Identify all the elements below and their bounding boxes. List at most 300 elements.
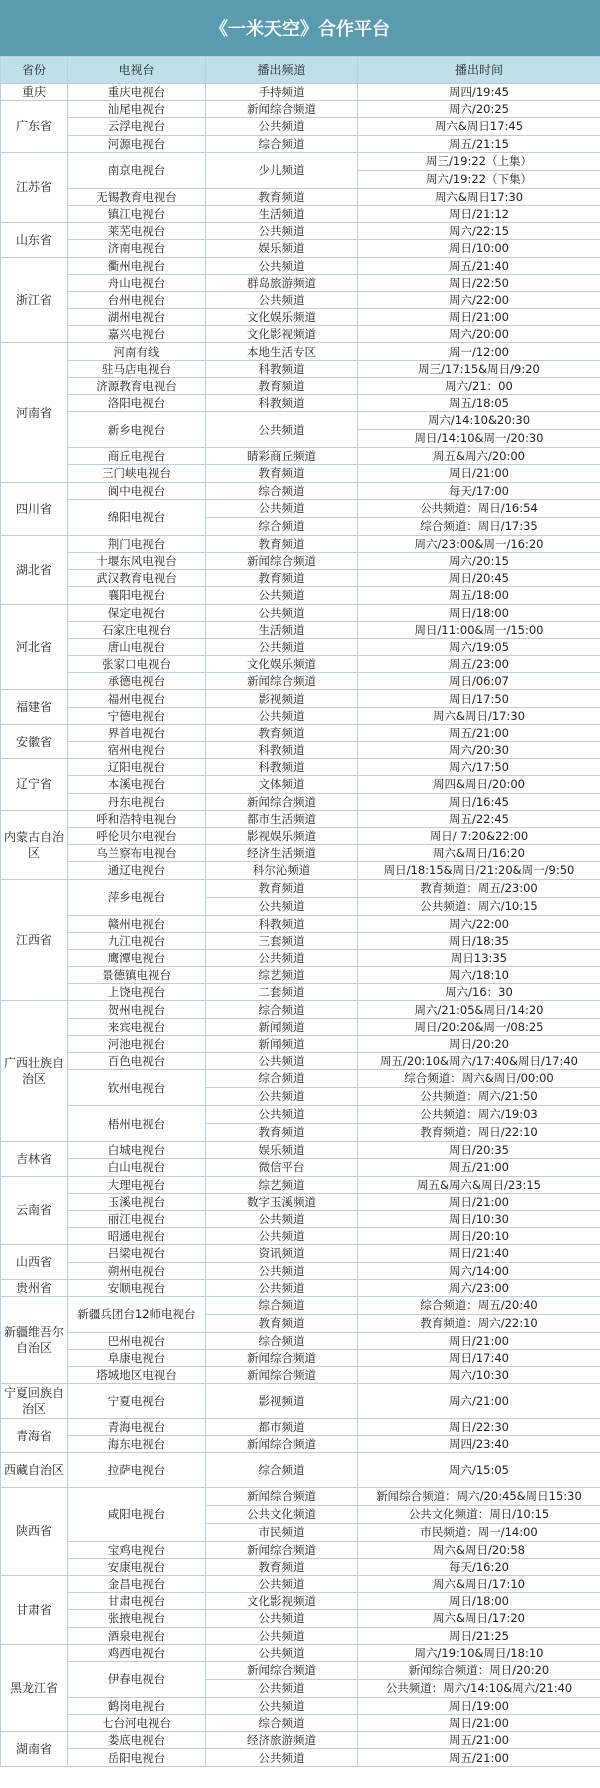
station-cell: 巴州电视台 (68, 1332, 206, 1349)
channel-cell-line: 市民频道 (206, 1523, 357, 1541)
time-cell: 周五/20:10&周六/17:40&周日/17:40 (358, 1053, 600, 1070)
table-row (1, 205, 600, 222)
province-cell: 河南省 (1, 343, 68, 482)
channel-cell: 综合频道 (206, 482, 358, 499)
time-cell: 周日13:35 (358, 949, 600, 966)
channel-cell-line: 综合频道 (206, 517, 357, 535)
table-row (1, 1715, 600, 1732)
time-cell: 周四/19:45 (358, 84, 600, 101)
table-row (1, 1453, 600, 1487)
station-cell: 河源电视台 (68, 135, 206, 152)
time-cell: 周日/20:20 (358, 1035, 600, 1052)
province-cell: 贵州省 (1, 1279, 68, 1296)
channel-cell-line: 公共频道 (258, 1107, 305, 1122)
province-cell: 山东省 (1, 223, 68, 257)
channel-cell: 影视频道 (206, 1384, 358, 1418)
time-cell: 周五/21:00 (358, 1749, 600, 1766)
table-row (1, 915, 600, 932)
channel-cell: 新闻综合频道 (206, 1436, 358, 1453)
station-cell: 宝鸡电视台 (68, 1541, 206, 1558)
time-cell: 周六/21：00 (358, 377, 600, 394)
time-cell (358, 879, 600, 915)
table-row (1, 1418, 600, 1435)
channel-cell-line: 新闻综合频道 (247, 1488, 316, 1503)
station-cell: 十堰东风电视台 (68, 552, 206, 569)
channel-cell: 公共频道 (206, 1228, 358, 1245)
table-row (1, 152, 600, 188)
province-cell: 福建省 (1, 690, 68, 724)
channel-cell: 睛彩商丘频道 (206, 448, 358, 465)
station-cell: 张家口电视台 (68, 656, 206, 673)
table-row (1, 1541, 600, 1558)
channel-cell: 微信平台 (206, 1159, 358, 1176)
station-cell: 丽江电视台 (68, 1210, 206, 1227)
time-cell: 周日/18:35 (358, 932, 600, 949)
table-row (1, 1575, 600, 1592)
station-cell: 金昌电视台 (68, 1575, 206, 1592)
time-cell: 周日/18:15&周日/21:20&周一/9:50 (358, 862, 600, 879)
time-cell-line: 公共文化频道：周日/10:15 (358, 1505, 600, 1523)
time-cell: 周六/21:00 (358, 1384, 600, 1418)
time-cell: 周六/22:15 (358, 223, 600, 240)
time-cell: 周日/20:35 (358, 1142, 600, 1159)
time-cell: 周五/21:00 (358, 1732, 600, 1749)
column-header: 播出时间 (358, 57, 600, 84)
column-header: 播出频道 (206, 57, 358, 84)
time-cell-line: 教育频道：周六/22:10 (358, 1314, 600, 1332)
province-cell: 湖南省 (1, 1732, 68, 1766)
channel-cell-line: 综合频道 (258, 1071, 305, 1086)
channel-cell (206, 1296, 358, 1332)
channel-cell-line: 公共频道 (206, 897, 357, 915)
station-cell: 上饶电视台 (68, 984, 206, 1001)
province-cell: 辽宁省 (1, 759, 68, 811)
station-cell: 塔城地区电视台 (68, 1367, 206, 1384)
time-cell: 周日/10:00 (358, 240, 600, 257)
station-cell: 呼和浩特电视台 (68, 810, 206, 827)
station-cell: 岳阳电视台 (68, 1749, 206, 1766)
time-cell: 周六/21:05&周日/14:20 (358, 1001, 600, 1018)
time-cell: 周六&周日/17:20 (358, 1610, 600, 1627)
station-cell: 乌兰察布电视台 (68, 845, 206, 862)
channel-cell: 公共频道 (206, 1053, 358, 1070)
time-cell: 周四/23:40 (358, 1436, 600, 1453)
time-cell-line: 教育频道：周日/22:10 (358, 1123, 600, 1141)
station-cell: 驻马店电视台 (68, 360, 206, 377)
channel-cell-line: 公共文化频道 (206, 1505, 357, 1523)
time-cell: 周日/22:30 (358, 1418, 600, 1435)
table-row (1, 1732, 600, 1749)
channel-cell: 综合频道 (206, 1001, 358, 1018)
channel-cell: 公共频道 (206, 949, 358, 966)
table-row (1, 1193, 600, 1210)
province-cell: 江苏省 (1, 152, 68, 222)
station-cell: 济南电视台 (68, 240, 206, 257)
station-cell: 昭通电视台 (68, 1228, 206, 1245)
time-cell: 周日/21:40 (358, 1245, 600, 1262)
province-cell: 四川省 (1, 482, 68, 535)
table-row (1, 118, 600, 135)
table-row (1, 1159, 600, 1176)
station-cell: 湖州电视台 (68, 309, 206, 326)
station-cell: 甘肃电视台 (68, 1593, 206, 1610)
table-row (1, 274, 600, 291)
table-row (1, 412, 600, 448)
channel-cell-line: 教育频道 (258, 880, 305, 895)
station-cell: 嘉兴电视台 (68, 326, 206, 343)
channel-cell: 科教频道 (206, 915, 358, 932)
time-cell: 周日/21:00 (358, 1332, 600, 1349)
station-cell: 舟山电视台 (68, 274, 206, 291)
channel-cell: 公共频道 (206, 1697, 358, 1714)
station-cell: 鹤岗电视台 (68, 1697, 206, 1714)
channel-cell: 新闻综合频道 (206, 101, 358, 118)
channel-cell-line: 教育频道 (206, 1123, 357, 1141)
time-cell-line: 周三/19:22（上集） (425, 153, 532, 168)
channel-cell: 教育频道 (206, 1558, 358, 1575)
time-cell: 周五&周六/20:00 (358, 448, 600, 465)
time-cell: 周日/17:50 (358, 690, 600, 707)
station-cell: 衢州电视台 (68, 257, 206, 274)
station-cell: 商丘电视台 (68, 448, 206, 465)
table-row (1, 188, 600, 205)
table-row (1, 707, 600, 724)
channel-cell-line: 公共频道 (206, 1679, 357, 1697)
channel-cell-line: 综合频道 (258, 1297, 305, 1312)
station-cell: 三门峡电视台 (68, 465, 206, 482)
channel-cell: 都市频道 (206, 1418, 358, 1435)
time-cell: 周六/19:05 (358, 638, 600, 655)
time-cell: 每天/17:00 (358, 482, 600, 499)
time-cell: 周日/21:00 (358, 465, 600, 482)
table-row (1, 967, 600, 984)
table-row (1, 587, 600, 604)
table-row (1, 309, 600, 326)
station-cell: 鹰潭电视台 (68, 949, 206, 966)
time-cell: 周五/18:00 (358, 587, 600, 604)
station-cell: 拉萨电视台 (68, 1453, 206, 1487)
time-cell: 周五/18:05 (358, 395, 600, 412)
table-row (1, 742, 600, 759)
channel-cell (206, 1661, 358, 1697)
time-cell: 周六/20:30 (358, 742, 600, 759)
channel-cell: 经济生活频道 (206, 845, 358, 862)
table-row (1, 793, 600, 810)
channel-cell: 新闻频道 (206, 1018, 358, 1035)
time-cell-line: 新闻综合频道：周日/20:20 (408, 1662, 550, 1677)
station-cell: 镇江电视台 (68, 205, 206, 222)
channel-cell: 数字玉溪频道 (206, 1193, 358, 1210)
station-cell: 荆门电视台 (68, 535, 206, 552)
time-cell: 周日/21:00 (358, 309, 600, 326)
table-row (1, 1018, 600, 1035)
table-row (1, 879, 600, 915)
channel-cell: 公共频道 (206, 1644, 358, 1661)
time-cell: 周一/12:00 (358, 343, 600, 360)
station-cell: 贺州电视台 (68, 1001, 206, 1018)
table-row (1, 638, 600, 655)
table-row (1, 360, 600, 377)
station-cell: 娄底电视台 (68, 1732, 206, 1749)
channel-cell: 新闻综合频道 (206, 1350, 358, 1367)
station-cell: 青海电视台 (68, 1418, 206, 1435)
station-cell: 玉溪电视台 (68, 1193, 206, 1210)
station-cell: 保定电视台 (68, 604, 206, 621)
station-cell: 河池电视台 (68, 1035, 206, 1052)
time-cell: 周六/20:15 (358, 552, 600, 569)
table-row (1, 84, 600, 101)
time-cell: 周日/21:00 (358, 1193, 600, 1210)
time-cell: 周四&周日/20:00 (358, 776, 600, 793)
table-row (1, 1053, 600, 1070)
channel-cell: 公共频道 (206, 1749, 358, 1766)
channel-cell: 公共频道 (206, 638, 358, 655)
channel-cell (206, 1106, 358, 1142)
province-cell: 江西省 (1, 879, 68, 1001)
channel-cell: 公共频道 (206, 1210, 358, 1227)
page-title: 《一米天空》合作平台 (0, 0, 600, 56)
time-cell-line: 周六/19:22（下集） (358, 170, 600, 188)
station-cell: 通辽电视台 (68, 862, 206, 879)
table-row (1, 724, 600, 741)
station-cell: 梧州电视台 (68, 1106, 206, 1142)
time-cell: 周六&周日17:30 (358, 188, 600, 205)
channel-cell: 公共频道 (206, 291, 358, 308)
time-cell: 周六/23:00 (358, 1279, 600, 1296)
time-cell: 每天/16:20 (358, 1558, 600, 1575)
time-cell-line: 教育频道：周五/23:00 (420, 880, 538, 895)
table-row (1, 1350, 600, 1367)
channel-cell (206, 879, 358, 915)
column-header: 省份 (1, 57, 68, 84)
table-row (1, 240, 600, 257)
channel-cell: 综合频道 (206, 1715, 358, 1732)
station-cell: 萍乡电视台 (68, 879, 206, 915)
channel-cell: 新闻频道 (206, 1035, 358, 1052)
channel-cell: 综合频道 (206, 1453, 358, 1487)
table-row (1, 1176, 600, 1193)
channel-cell: 教育频道 (206, 465, 358, 482)
station-cell: 无锡教育电视台 (68, 188, 206, 205)
table-row (1, 932, 600, 949)
table-row (1, 499, 600, 535)
time-cell: 周五/21:40 (358, 257, 600, 274)
channel-cell: 本地生活专区 (206, 343, 358, 360)
table-row (1, 1644, 600, 1661)
table-row (1, 482, 600, 499)
channel-cell (206, 1070, 358, 1106)
channel-cell: 影视频道 (206, 690, 358, 707)
station-cell: 云浮电视台 (68, 118, 206, 135)
time-cell: 周六&周日/17:30 (358, 707, 600, 724)
table-row (1, 377, 600, 394)
channel-cell: 教育频道 (206, 188, 358, 205)
station-cell: 白山电视台 (68, 1159, 206, 1176)
province-cell: 重庆 (1, 84, 68, 101)
table-row (1, 1593, 600, 1610)
time-cell-line: 综合频道：周六&周日/00:00 (404, 1071, 554, 1086)
table-row (1, 949, 600, 966)
time-cell: 周六/16：30 (358, 984, 600, 1001)
table-row (1, 448, 600, 465)
table-row (1, 845, 600, 862)
province-cell: 广西壮族自治区 (1, 1001, 68, 1142)
station-cell: 莱芜电视台 (68, 223, 206, 240)
channel-cell: 文体频道 (206, 776, 358, 793)
station-cell: 洛阳电视台 (68, 395, 206, 412)
channel-cell-line: 新闻综合频道 (247, 1662, 316, 1677)
channel-cell: 教育频道 (206, 535, 358, 552)
time-cell: 周日/21:00 (358, 1715, 600, 1732)
station-cell: 新乡电视台 (68, 412, 206, 448)
table-row (1, 1627, 600, 1644)
channel-cell: 资讯频道 (206, 1245, 358, 1262)
channel-cell: 二套频道 (206, 984, 358, 1001)
channel-cell: 文化影视频道 (206, 326, 358, 343)
time-cell: 周五/21:00 (358, 724, 600, 741)
station-cell: 承德电视台 (68, 673, 206, 690)
province-cell: 安徽省 (1, 724, 68, 758)
channel-cell: 新闻综合频道 (206, 1541, 358, 1558)
station-cell: 大理电视台 (68, 1176, 206, 1193)
table-row (1, 1367, 600, 1384)
partner-table (0, 56, 600, 1767)
channel-cell: 文化娱乐频道 (206, 656, 358, 673)
time-cell (358, 412, 600, 448)
table-row (1, 326, 600, 343)
time-cell: 周六/23:00&周一/16:20 (358, 535, 600, 552)
channel-cell: 手持频道 (206, 84, 358, 101)
province-cell: 广东省 (1, 101, 68, 153)
channel-cell: 新闻综合频道 (206, 673, 358, 690)
table-row (1, 1332, 600, 1349)
station-cell: 界首电视台 (68, 724, 206, 741)
time-cell (358, 1296, 600, 1332)
channel-cell: 公共频道 (206, 412, 358, 448)
channel-cell: 娱乐频道 (206, 1142, 358, 1159)
time-cell-line: 市民频道：周一/14:00 (358, 1523, 600, 1541)
table-row (1, 656, 600, 673)
station-cell: 济源教育电视台 (68, 377, 206, 394)
table-row (1, 810, 600, 827)
time-cell (358, 152, 600, 188)
time-cell-line: 综合频道：周五/20:40 (420, 1297, 538, 1312)
time-cell: 周日/21:25 (358, 1627, 600, 1644)
time-cell: 周六/22:00 (358, 915, 600, 932)
station-cell: 阜康电视台 (68, 1350, 206, 1367)
time-cell: 周日/22:50 (358, 274, 600, 291)
channel-cell: 公共频道 (206, 1262, 358, 1279)
time-cell: 周五/21:00 (358, 1159, 600, 1176)
time-cell: 周六/22:00 (358, 291, 600, 308)
time-cell (358, 1487, 600, 1541)
station-cell: 福州电视台 (68, 690, 206, 707)
table-row (1, 1610, 600, 1627)
time-cell (358, 1106, 600, 1142)
table-row (1, 673, 600, 690)
time-cell-line: 综合频道：周日/17:35 (358, 517, 600, 535)
time-cell: 周六/15:05 (358, 1453, 600, 1487)
time-cell-line: 周六/14:10&20:30 (427, 413, 531, 428)
channel-cell: 少儿频道 (206, 152, 358, 188)
table-row (1, 1245, 600, 1262)
channel-cell: 公共频道 (206, 1279, 358, 1296)
province-cell: 甘肃省 (1, 1575, 68, 1644)
station-cell: 宁德电视台 (68, 707, 206, 724)
station-cell: 安康电视台 (68, 1558, 206, 1575)
province-cell: 湖北省 (1, 535, 68, 604)
province-cell: 青海省 (1, 1418, 68, 1452)
channel-cell-line: 教育频道 (206, 1314, 357, 1332)
channel-cell (206, 499, 358, 535)
table-row (1, 827, 600, 844)
province-cell: 宁夏回族自治区 (1, 1384, 68, 1418)
channel-cell: 教育频道 (206, 570, 358, 587)
time-cell: 周六&周日17:45 (358, 118, 600, 135)
time-cell: 周六&周日/16:20 (358, 845, 600, 862)
station-cell: 景德镇电视台 (68, 967, 206, 984)
station-cell: 安顺电视台 (68, 1279, 206, 1296)
time-cell: 周六/20:00 (358, 326, 600, 343)
table-row (1, 1142, 600, 1159)
time-cell: 周六&周日/17:10 (358, 1575, 600, 1592)
time-cell: 周日/20:10 (358, 1228, 600, 1245)
table-header (1, 57, 600, 84)
station-cell: 海东电视台 (68, 1436, 206, 1453)
channel-cell: 生活频道 (206, 205, 358, 222)
time-cell-line: 公共频道：周六/21:50 (358, 1087, 600, 1105)
channel-cell: 综艺频道 (206, 1176, 358, 1193)
channel-cell: 教育频道 (206, 724, 358, 741)
station-cell: 丹东电视台 (68, 793, 206, 810)
time-cell: 周日/10:30 (358, 1210, 600, 1227)
table-row (1, 1106, 600, 1142)
channel-cell: 科教频道 (206, 360, 358, 377)
channel-cell: 娱乐频道 (206, 240, 358, 257)
station-cell: 河南有线 (68, 343, 206, 360)
channel-cell: 文化娱乐频道 (206, 309, 358, 326)
channel-cell-line: 公共频道 (206, 1087, 357, 1105)
time-cell: 周日/20:20&周一/08:25 (358, 1018, 600, 1035)
table-row (1, 1487, 600, 1541)
station-cell: 襄阳电视台 (68, 587, 206, 604)
channel-cell: 科教频道 (206, 742, 358, 759)
channel-cell (206, 1487, 358, 1541)
channel-cell: 综合频道 (206, 135, 358, 152)
time-cell: 周五/21:15 (358, 135, 600, 152)
channel-cell: 经济旅游频道 (206, 1732, 358, 1749)
table-row (1, 101, 600, 118)
station-cell: 九江电视台 (68, 932, 206, 949)
province-cell: 内蒙古自治区 (1, 810, 68, 879)
table-row (1, 465, 600, 482)
channel-cell: 公共频道 (206, 604, 358, 621)
table-row (1, 1697, 600, 1714)
table-row (1, 759, 600, 776)
station-cell: 南京电视台 (68, 152, 206, 188)
station-cell: 重庆电视台 (68, 84, 206, 101)
station-cell: 武汉教育电视台 (68, 570, 206, 587)
time-cell: 周六/19:10&周日/18:10 (358, 1644, 600, 1661)
channel-cell: 科教频道 (206, 395, 358, 412)
province-cell: 陕西省 (1, 1487, 68, 1575)
province-cell: 黑龙江省 (1, 1644, 68, 1732)
table-row (1, 223, 600, 240)
channel-cell: 群岛旅游频道 (206, 274, 358, 291)
station-cell: 呼伦贝尔电视台 (68, 827, 206, 844)
province-cell: 浙江省 (1, 257, 68, 343)
column-header: 电视台 (68, 57, 206, 84)
